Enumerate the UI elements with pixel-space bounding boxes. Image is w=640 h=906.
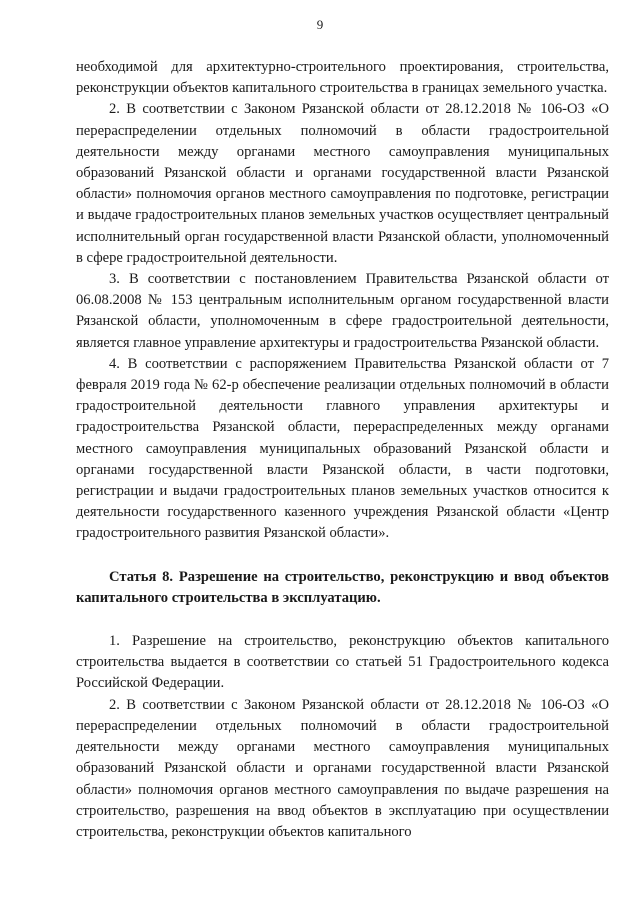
paragraph-item-4: 4. В соответствии с распоряжением Правительства Рязанской области от 7 февраля 2019 года № 62-р обеспечение реализации отдельных полномочий в области градостроительной деятельности главного управления архитектуры и градостроительства Рязанской области, перераспределенных между органами местного самоуправления муниципальных образований Рязанской области и органами государственной власти Рязанской области, в части подготовки, регистрации и выдачи градостроительных планов земельных участков относится к деятельности государственного казенного учреждения Рязанской области «Центр градостроительного развития Рязанской области». [76,355,609,542]
document-body [76,57,609,843]
article-heading: Статья 8. Разрешение на строительство, реконструкцию и ввод объектов капитального строительства в эксплуатацию. [76,568,609,606]
paragraph-continuation: необходимой для архитектурно-строительного проектирования, строительства, реконструкции объектов капитального строительства в границах земельного участка. [76,59,609,97]
paragraph-item-2: 2. В соответствии с Законом Рязанской области от 28.12.2018 № 106-ОЗ «О перераспределении отдельных полномочий в области градостроительной деятельности между органами местного самоуправления муниципальных образований Рязанской области и органами государственной власти Рязанской области» полномочия органов местного самоуправления по подготовке, регистрации и выдаче градостроительных планов земельных участков осуществляет центральный исполнительный орган государственной власти Рязанской области, уполномоченный в сфере градостроительной деятельности. [76,101,609,266]
article-paragraph-1: 1. Разрешение на строительство, реконструкцию объектов капитального строительства выдается в соответствии со статьей 51 Градостроительного кодекса Российской Федерации. [76,633,609,692]
page-number: 9 [316,17,324,32]
article-paragraph-2: 2. В соответствии с Законом Рязанской области от 28.12.2018 № 106-ОЗ «О перераспределении отдельных полномочий в области градостроительной деятельности между органами местного самоуправления муниципальных образований Рязанской области и органами государственной власти Рязанской области» полномочия органов местного самоуправления по выдаче разрешения на строительство, разрешения на ввод объектов в эксплуатацию при осуществлении строительства, реконструкции объектов капитального [76,696,609,840]
paragraph-item-3: 3. В соответствии с постановлением Правительства Рязанской области от 06.08.2008 № 153 центральным исполнительным органом государственной власти Рязанской области, уполномоченным в сфере градостроительной деятельности, является главное управление архитектуры и градостроительства Рязанской области. [76,271,609,351]
